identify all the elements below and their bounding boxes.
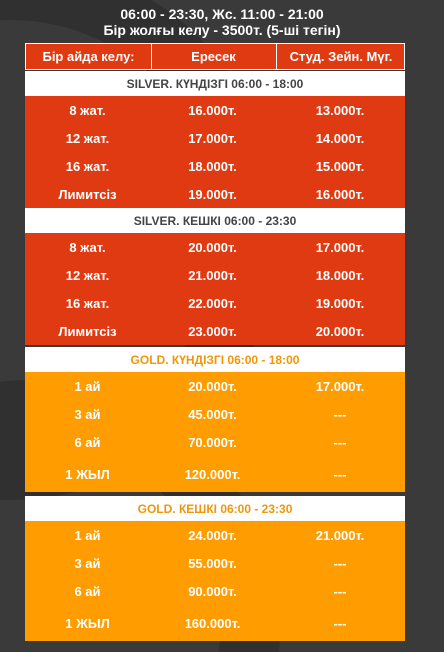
price-row xyxy=(25,428,405,456)
student-price: 20.000т. xyxy=(315,323,365,339)
student-price: 16.000т. xyxy=(315,186,365,202)
plan-label: 1 ЖЫЛ xyxy=(65,615,110,631)
price-row xyxy=(25,261,405,289)
section-title: SILVER. КЕШКІ 06:00 - 23:30 xyxy=(25,208,405,233)
adult-price: 23.000т. xyxy=(188,323,237,339)
student-price: 14.000т. xyxy=(315,130,365,146)
plan-label: 16 жат. xyxy=(65,295,110,311)
adult-price: 24.000т. xyxy=(188,527,237,543)
adult-price: 22.000т. xyxy=(188,295,237,311)
pricing-table xyxy=(25,43,405,644)
adult-price: 20.000т. xyxy=(188,378,237,394)
student-price: --- xyxy=(333,434,347,450)
adult-price: 70.000т. xyxy=(188,434,237,450)
adult-price: 45.000т. xyxy=(188,406,237,422)
adult-price: 90.000т. xyxy=(188,583,237,599)
plan-label: 8 жат. xyxy=(69,102,106,118)
price-row xyxy=(25,124,405,152)
section-title: GOLD. КЕШКІ 06:00 - 23:30 xyxy=(25,496,405,521)
plan-label: 1 ай xyxy=(74,378,101,394)
plan-label: 8 жат. xyxy=(69,239,106,255)
column-header-adult: Ересек xyxy=(151,44,277,69)
price-row xyxy=(25,400,405,428)
student-price: --- xyxy=(333,466,347,482)
plan-label: 12 жат. xyxy=(65,267,110,283)
single-visit-line: Бір жолғы келу - 3500т. (5-ші тегін) xyxy=(103,22,341,38)
plan-label: 1 ай xyxy=(74,527,101,543)
student-price: 18.000т. xyxy=(315,267,365,283)
adult-price: 160.000т. xyxy=(184,615,241,631)
plan-label: Лимитсіз xyxy=(58,186,117,202)
student-price: --- xyxy=(333,583,347,599)
price-row xyxy=(25,549,405,577)
section-title: SILVER. КҮНДІЗГІ 06:00 - 18:00 xyxy=(25,71,405,96)
section-title: GOLD. КҮНДІЗГІ 06:00 - 18:00 xyxy=(25,347,405,372)
adult-price: 17.000т. xyxy=(188,130,237,146)
price-row xyxy=(25,577,405,605)
adult-price: 18.000т. xyxy=(188,158,237,174)
adult-price: 19.000т. xyxy=(188,186,237,202)
adult-price: 120.000т. xyxy=(184,466,241,482)
plan-label: 6 ай xyxy=(74,583,101,599)
student-price: --- xyxy=(333,615,347,631)
price-row xyxy=(25,456,405,492)
price-row xyxy=(25,372,405,400)
student-price: --- xyxy=(333,406,347,422)
column-header-student: Студ. Зейн. Мүг. xyxy=(289,49,393,64)
plan-label: 16 жат. xyxy=(65,158,110,174)
student-price: --- xyxy=(333,555,347,571)
price-row xyxy=(25,521,405,549)
price-row xyxy=(25,289,405,317)
hours-line: 06:00 - 23:30, Жс. 11:00 - 21:00 xyxy=(120,6,324,22)
column-header-visits: Бір айда келу: xyxy=(26,44,152,69)
plan-label: 6 ай xyxy=(74,434,101,450)
price-row xyxy=(25,152,405,180)
adult-price: 55.000т. xyxy=(188,555,237,571)
student-price: 21.000т. xyxy=(315,527,365,543)
student-price: 17.000т. xyxy=(315,378,365,394)
plan-label: 3 ай xyxy=(74,555,101,571)
price-row xyxy=(25,96,405,124)
plan-label: 12 жат. xyxy=(65,130,110,146)
column-header-row xyxy=(25,43,405,70)
adult-price: 20.000т. xyxy=(188,239,237,255)
price-row xyxy=(25,180,405,208)
adult-price: 21.000т. xyxy=(188,267,237,283)
plan-label: 3 ай xyxy=(74,406,101,422)
price-row xyxy=(25,233,405,261)
student-price: 19.000т. xyxy=(315,295,365,311)
adult-price: 16.000т. xyxy=(188,102,237,118)
student-price: 17.000т. xyxy=(315,239,365,255)
price-row xyxy=(25,605,405,641)
student-price: 13.000т. xyxy=(315,102,365,118)
plan-label: Лимитсіз xyxy=(58,323,117,339)
price-row xyxy=(25,317,405,345)
plan-label: 1 ЖЫЛ xyxy=(65,466,110,482)
student-price: 15.000т. xyxy=(315,158,365,174)
